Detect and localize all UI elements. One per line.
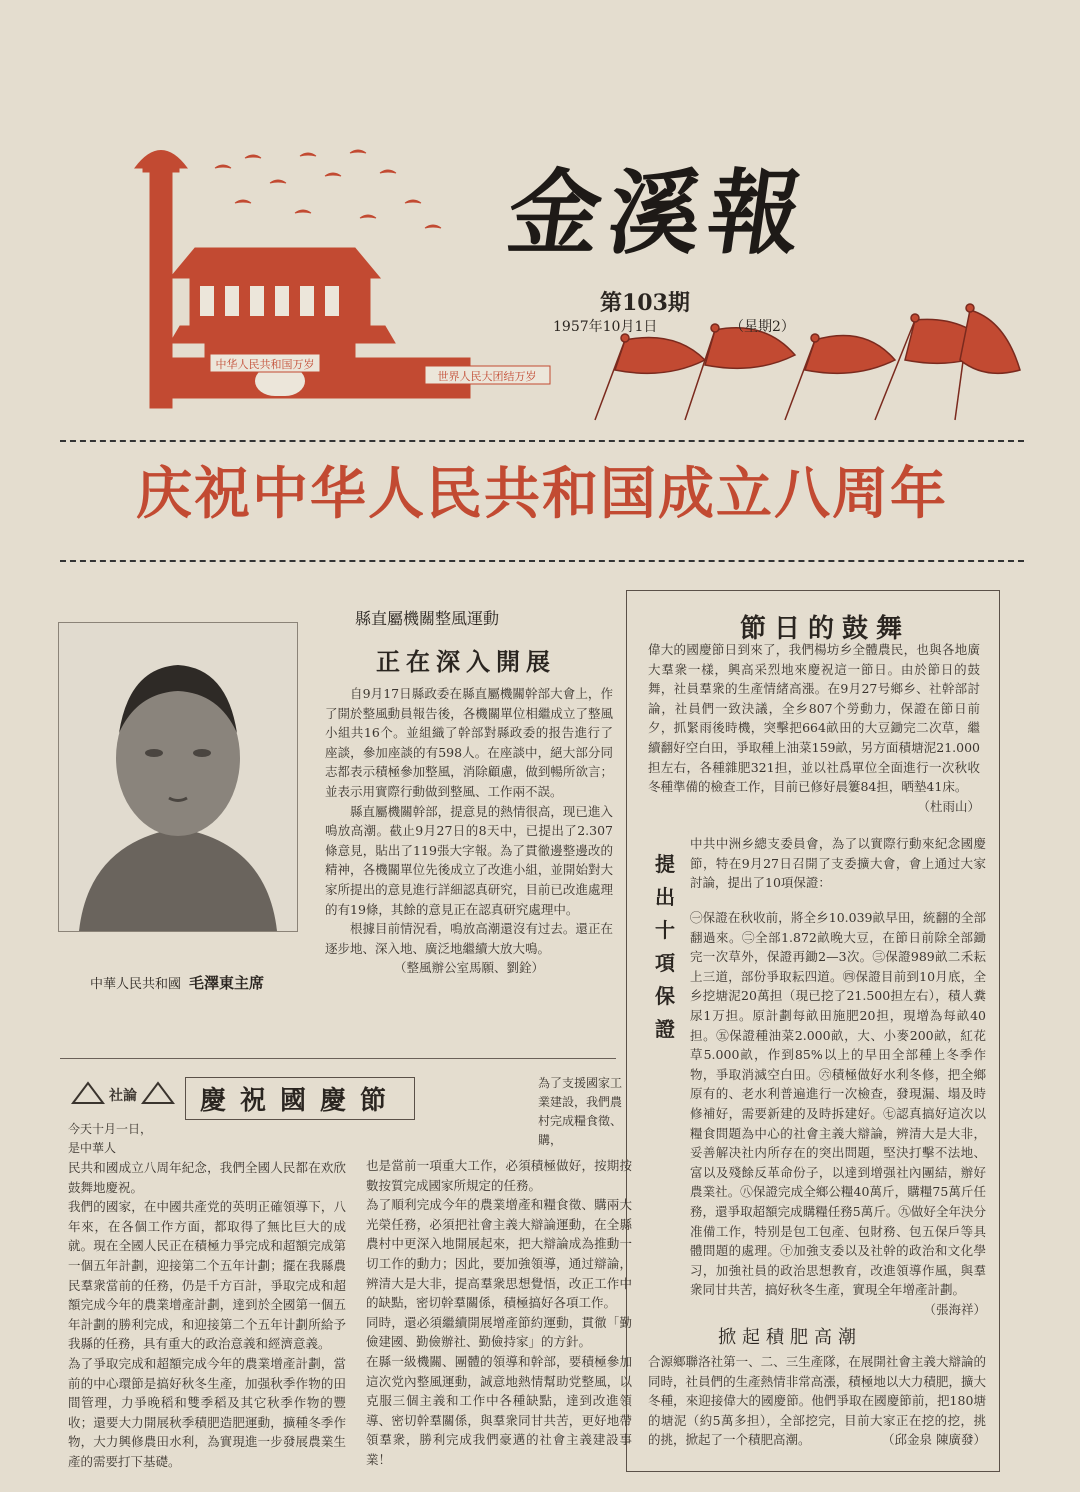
festival-body	[648, 640, 980, 816]
festival-paragraph: 偉大的國慶節日到來了，我們楊坊乡全體農民，也與各地廣大羣衆一樣，興高采烈地來慶祝這一節日。由於節日的鼓舞，社員羣衆的生產情緒高漲。在9月27号鄉乡、社幹部討論，社員們一致決議，全乡807个勞動力，保證在節日前夕，抓緊雨後時機，突擊把664畝田的大豆鋤完二次草，繼續翻好空白田，爭取種上油菜159畝，另方面積塘泥21.000担左右，各種雜肥321担，並以社爲單位全面進行一次秋收冬種準備的檢查工作，目前已修好晨簍84担，晒墊41床。	[648, 642, 980, 795]
guarantees-vertical-title: 提出十項保證	[655, 852, 675, 1041]
compost-text: 合源鄉聯洛社第一、二、三生產隊，在展開社會主義大辯論的同時，社員們的生產熱情非常高漲，積極地以大力積肥，擴大冬種，來迎接偉大的國慶節。他們爭取在國慶節前，把180塘的塘泥（約5萬多担），全部挖完，目前大家正在挖的挖，挑的挑，掀起了一个積肥高潮。	[648, 1354, 986, 1448]
compost-byline: （邱金泉 陳廣發）	[882, 1432, 986, 1448]
main-headline: 庆祝中华人民共和国成立八周年	[136, 462, 948, 527]
compost-title: 掀起積肥高潮	[718, 1327, 862, 1348]
article-paragraph: 自9月17日縣政委在縣直屬機關幹部大會上，作了開於整風動員報告後，各機關單位相繼成立了整風小組共16个。並組織了幹部對縣政委的报告進行了座談，參加座談的有598人。在座談中，絕大部分同志都表示積極參加整風，消除顧慮，做到暢所欲言；並表示用實際行動做到整風、工作兩不誤。	[325, 686, 613, 799]
tiananmen-illustration	[95, 128, 565, 428]
banner-left: 中华人民共和国万岁	[215, 358, 315, 371]
banner-right: 世界人民大团结万岁	[437, 370, 537, 383]
guarantees-text: ㊀保證在秋收前，將全乡10.039畝早田，統翻的全部翻過來。㊁全部1.872畝晚大豆，在節日前除全部鋤完一次草外，保證再鋤2—3次。㊂保證989畝二禾耘上三道，部份爭取耘四道。㊃保證目前到10月底，全乡挖塘泥20萬担（現已挖了21.500担左右），積人糞尿1万担。原計劃每畝田施肥20担，現增為每畝40担。㊄保證種油菜2.000畝，大、小麥200畝，紅花草5.000畝，作到85%以上的早田全部種上冬季作物，爭取消滅空白田。㊅積極做好水利冬修，把全鄉原有的、老水利普遍進行一次檢查，發現漏、塌及時修補好，需要新建的及時拆建好。㊆認真搞好這次以糧食問題為中心的社會主義大辯論，辨清大是大非，妥善解决社内所存在的突出問題，堅決打擊不法地、富以及殘餘反革命份子，以達到增强社內團結，辦好農業社。㊇保證完成全鄉公糧40萬斤，購糧75萬斤任務，還爭取超額完成購糧任務5萬斤。㊈做好全年決分准備工作，特别是包工包產、包財務、包五保戶等具體問題的處理。㊉加強支委以及社幹的政治和文化學习，加強社員的政治思想教育，改進領導作風，與羣衆同甘共苦，搞好秋冬生產，實現全年增產計劃。	[690, 910, 986, 1298]
celebrate-col-mid: 也是當前一項重大工作，必須積極做好，按期按數按質完成國家所規定的任務。 為了順利完成今年的農業增產和糧食徵、購兩大光榮任務，必須把社會主義大辯論運動，在全縣農村中更深入地開展起來，把大辯論成為推動一切工作的動力；因此，要加強領導，通过辯論，辨清大是大非，提高羣衆思想覺悟，改正工作中的缺點，密切幹羣關係，積極搞好各項工作。 同時，還必須繼續開展增產節約運動，貫徹「勤儉建國、勤儉辦社、勤儉持家」的方針。 在縣一級機關、團體的領導和幹部，要積極參加這次党內整風運動，誠意地熱情幫助党整風，以克服三個主義和工作中各種缺點，達到改進領導、密切幹羣關係，與羣衆同甘共苦，更好地帶領羣衆，勝利完成我們豪邁的社會主義建設事業！	[366, 1158, 632, 1467]
article-paragraph: 縣直屬機關幹部，提意見的熱情很高，现已進入鳴放高潮。截止9月27日的8天中，已提出了2.307條意見，貼出了119張大字報。為了貫徹邊整邊改的精神，各機關單位先後成立了改進小組，並開始對大家所提出的意見進行詳細認真研究，目前已改進處理的有19條，其餘的意見正在認真研究處理中。	[325, 803, 613, 917]
article-kicker: 縣直屬機關整風運動	[355, 609, 500, 628]
caption-name: 毛澤東主席	[189, 974, 265, 992]
editorial-ornament	[68, 1078, 178, 1108]
article-byline: （整風辦公室馬願、劉銓）	[393, 960, 544, 976]
compost-body	[648, 1352, 986, 1450]
article-title: 正在深入開展	[376, 647, 556, 676]
article-body	[325, 684, 613, 978]
portrait-photo	[58, 622, 298, 932]
guarantees-byline: （張海祥）	[923, 1301, 986, 1317]
section-divider	[60, 1058, 616, 1059]
guarantees-body	[690, 908, 986, 1319]
svg-text:社論: 社論	[109, 1088, 137, 1104]
issue-date: 1957年10月1日	[553, 319, 658, 335]
newspaper-title: 金溪報	[501, 159, 817, 267]
festival-byline: （杜雨山）	[917, 798, 980, 814]
celebrate-title: 慶祝國慶節	[185, 1077, 415, 1120]
divider	[60, 560, 1024, 562]
guarantees-intro: 中共中洲乡總支委員會，為了以實際行動來紀念國慶節，特在9月27日召開了支委擴大會，會上通过大家討論，提出了10項保證：	[690, 836, 986, 891]
divider	[60, 440, 1024, 442]
caption-prefix: 中華人民共和國	[90, 977, 182, 992]
celebrate-intro: 今天十月一日，是中華人	[68, 1122, 153, 1155]
festival-title: 節日的鼓舞	[740, 614, 911, 644]
portrait-caption	[90, 972, 264, 993]
issue-weekday: （星期2）	[730, 319, 795, 335]
issue-number: 第103期	[600, 290, 690, 316]
article-paragraph: 根據目前情況看，鳴放高潮還沒有过去。還正在逐步地、深入地、廣泛地繼續大放大鳴。	[325, 921, 613, 956]
celebrate-topright: 為了支援國家工業建設，我們農村完成糧食徵、購，	[538, 1076, 623, 1147]
celebrate-col-left: 民共和國成立八周年紀念，我們全國人民都在欢欣鼓舞地慶祝。 我們的國家，在中國共產党的英明正確領導下，八年來，在各個工作方面，都取得了無比巨大的成就。現在全國人民正在積極力爭完成和超額完成第一個五年計劃，迎接第二个五年计劃；擺在我縣農民羣衆當前的任務，仍是千方百計，爭取完成和超額完成今年的農業增產計劃，達到於全國第一個五年計劃的勝利完成，和迎接第二个五年计劃所給予我縣的任務，具有重大的政治意義和經濟意義。 為了爭取完成和超額完成今年的農業增產計劃，當前的中心環節是搞好秋冬生產，加强秋季作物的田間管理，力爭晚稻和雙季稻及其它秋季作物的豐收；還要大力開展秋季積肥造肥運動，擴種冬季作物，大力興修農田水利，為實現進一步發展農業生產的需要打下基礎。	[68, 1160, 346, 1469]
